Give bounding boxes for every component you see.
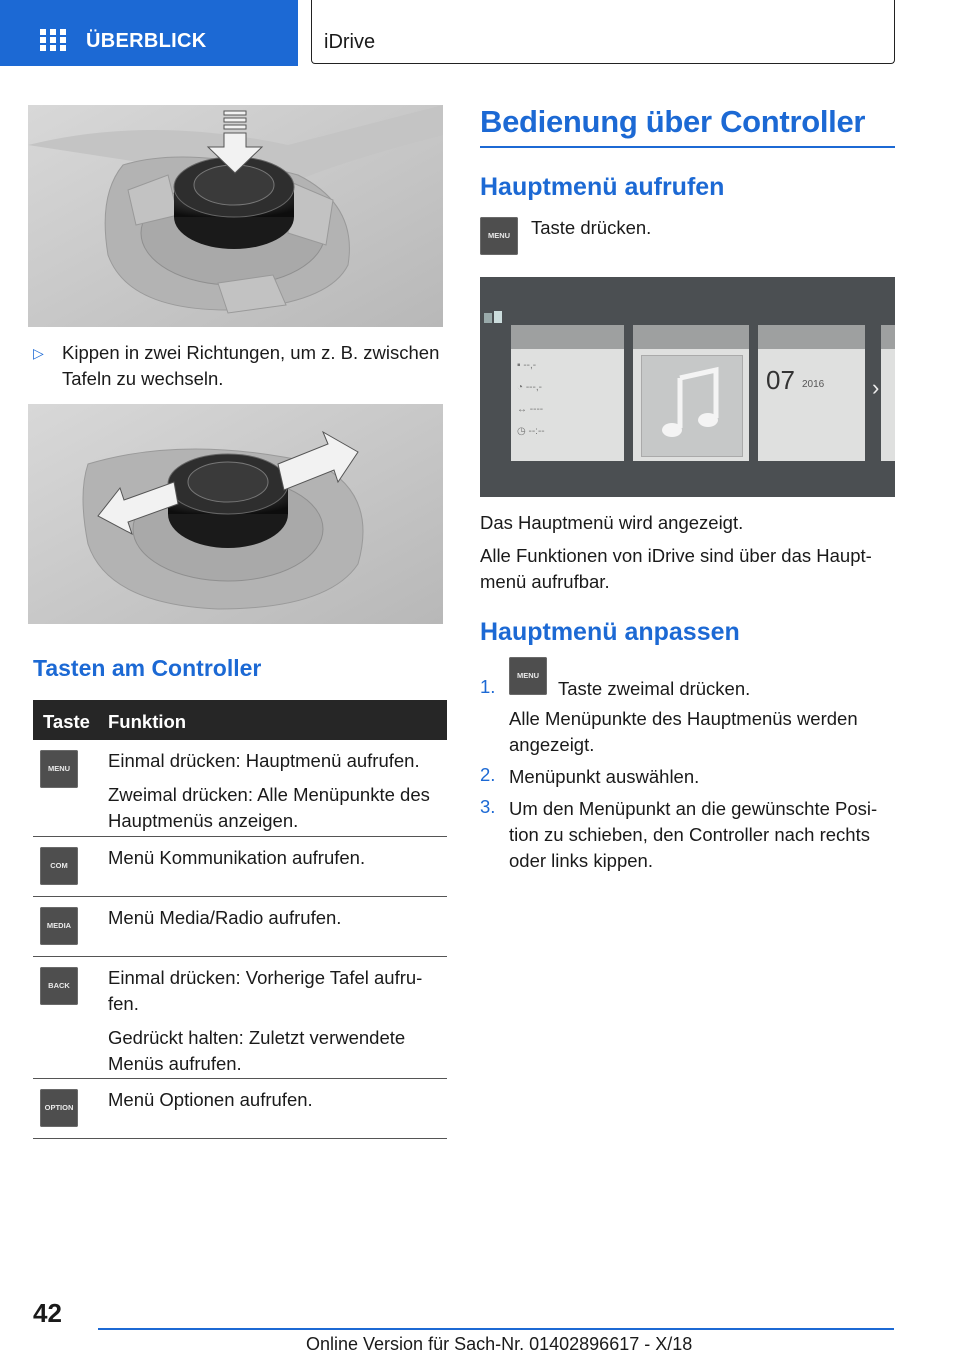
- online-version-note: Online Version für Sach-Nr. 01402896617 - X/18: [306, 1334, 693, 1354]
- row-text: Zweimal drücken: Alle Menüpunkte des Hauptmenüs anzeigen.: [108, 784, 430, 831]
- step-number: 1.: [480, 676, 496, 697]
- functions-note: Alle Funktionen von iDrive sind über das Haupt‐menü aufrufbar.: [480, 545, 872, 592]
- table-row-back: [33, 957, 447, 1079]
- row-text: Einmal drücken: Vorherige Tafel aufru‐fen.: [108, 967, 423, 1014]
- idrive-main-menu-screen: [480, 277, 895, 497]
- step-subtext: Alle Menüpunkte des Hauptmenüs werden angezeigt.: [509, 708, 858, 755]
- section-tab[interactable]: [0, 0, 298, 66]
- tile-partial[interactable]: [881, 325, 895, 461]
- menu-key-icon[interactable]: MENU: [40, 750, 78, 788]
- grid-menu-icon: [40, 29, 66, 51]
- tile-field: ---,-: [525, 382, 542, 393]
- main-heading: Bedienung über Controller: [480, 104, 866, 139]
- chapter-tab[interactable]: [311, 0, 895, 64]
- table-header: [33, 700, 447, 740]
- keys-heading: Tasten am Controller: [33, 655, 262, 681]
- row-text: Menü Optionen aufrufen.: [108, 1089, 313, 1110]
- row-text: Menü Kommunikation aufrufen.: [108, 847, 366, 868]
- table-row-menu: [33, 740, 447, 837]
- step-number: 3.: [480, 796, 496, 817]
- tile-field: --:--: [528, 426, 545, 437]
- tile-media[interactable]: [633, 325, 749, 461]
- gauge-icon: ◔: [517, 382, 524, 393]
- back-key-icon[interactable]: BACK: [40, 967, 78, 1005]
- com-key-icon[interactable]: COM: [40, 847, 78, 885]
- controller-press-photo: [28, 105, 443, 327]
- fuel-icon: ▪: [517, 360, 521, 371]
- footer-rule: [98, 1328, 894, 1330]
- heading-rule: [480, 146, 895, 148]
- sub-heading-open-menu: Hauptmenü aufrufen: [480, 173, 725, 201]
- music-note-icon: [641, 355, 743, 457]
- step-text: Um den Menüpunkt an die gewünschte Posi‐tion zu schieben, den Controller nach rechts oder links kippen.: [509, 798, 878, 871]
- distance-icon: ↔: [517, 404, 527, 415]
- bullet-triangle-icon: ▷: [33, 345, 44, 361]
- row-text: Einmal drücken: Hauptmenü aufrufen.: [108, 750, 420, 771]
- tilt-instruction: Kippen in zwei Richtungen, um z. B. zwischen Tafeln zu wechseln.: [62, 342, 440, 389]
- menu-key-icon[interactable]: MENU: [480, 217, 518, 255]
- chapter-label: iDrive: [324, 31, 376, 53]
- tile-vehicle[interactable]: [511, 325, 624, 461]
- media-key-icon[interactable]: MEDIA: [40, 907, 78, 945]
- option-key-icon[interactable]: OPTION: [40, 1089, 78, 1127]
- column-header-function: Funktion: [108, 711, 187, 732]
- chevron-right-icon[interactable]: ›: [872, 375, 880, 400]
- tile-date-value: 07: [766, 365, 795, 395]
- menu-icon: [484, 311, 504, 325]
- controller-keys-table: [33, 700, 447, 1139]
- press-key-text: Taste drücken.: [531, 217, 652, 238]
- step-number: 2.: [480, 764, 496, 785]
- step-text: Menüpunkt auswählen.: [509, 766, 700, 787]
- table-row-com: [33, 837, 447, 897]
- tile-communication[interactable]: [758, 325, 865, 461]
- column-header-key: Taste: [43, 711, 90, 732]
- controller-tilt-photo: [28, 404, 443, 624]
- menu-key-icon[interactable]: MENU: [509, 657, 547, 695]
- row-text: Menü Media/Radio aufrufen.: [108, 907, 342, 928]
- tile-field: --,-: [523, 360, 537, 371]
- clock-icon: ◷: [517, 426, 526, 437]
- sub-heading-customize-menu: Hauptmenü anpassen: [480, 618, 740, 646]
- menu-shown-text: Das Hauptmenü wird angezeigt.: [480, 512, 744, 533]
- page-number: 42: [33, 1298, 62, 1328]
- table-row-media: [33, 897, 447, 957]
- tile-field: ----: [529, 404, 544, 415]
- tile-date-year: 2016: [802, 379, 825, 390]
- section-label: ÜBERBLICK: [86, 30, 207, 52]
- table-row-option: [33, 1079, 447, 1139]
- step-text: Taste zweimal drücken.: [558, 678, 751, 699]
- row-text: Gedrückt halten: Zuletzt verwendete Menüs aufrufen.: [108, 1027, 406, 1074]
